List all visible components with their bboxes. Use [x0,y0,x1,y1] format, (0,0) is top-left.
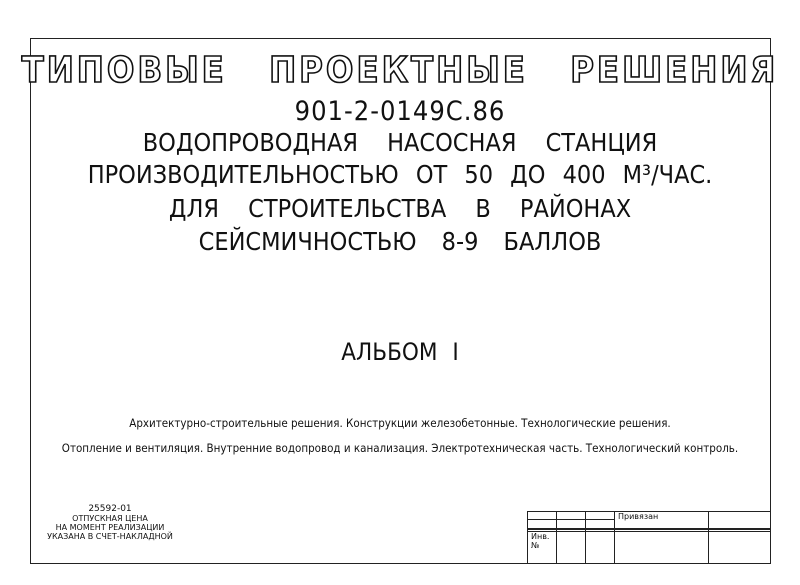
stamp-inv-label: Инв.№ [528,532,557,564]
price-note [30,505,190,541]
price-code: 25592-01 [88,504,132,514]
document-title: ТИПОВЫЕ ПРОЕКТНЫЕ РЕШЕНИЯ [21,50,779,91]
subtitle-line-3: ДЛЯ СТРОИТЕЛЬСТВА В РАЙОНАХ [168,194,632,223]
stamp-tied-label: Привязан [615,512,709,529]
album-number: АЛЬБОМ I [341,338,459,366]
subtitle-line-1: ВОДОПРОВОДНАЯ НАСОСНАЯ СТАНЦИЯ [142,128,658,157]
contents-line-2: Отопление и вентиляция. Внутренние водопровод и канализация. Электротехническая часть. Технологический контроль. [61,441,739,455]
document-code: 901-2-0149С.86 [294,96,506,127]
price-line-3: УКАЗАНА В СЧЕТ-НАКЛАДНОЙ [47,532,173,541]
price-line-2: НА МОМЕНТ РЕАЛИЗАЦИИ [55,523,165,532]
subtitle-line-2: ПРОИЗВОДИТЕЛЬНОСТЬЮ ОТ 50 ДО 400 М³/ЧАС. [87,160,713,189]
subtitle-line-4: СЕЙСМИЧНОСТЬЮ 8-9 БАЛЛОВ [198,227,602,256]
title-stamp [527,511,771,564]
price-line-1: ОТПУСКНАЯ ЦЕНА [72,514,148,523]
contents-line-1: Архитектурно-строительные решения. Конструкции железобетонные. Технологические решения. [129,416,671,430]
